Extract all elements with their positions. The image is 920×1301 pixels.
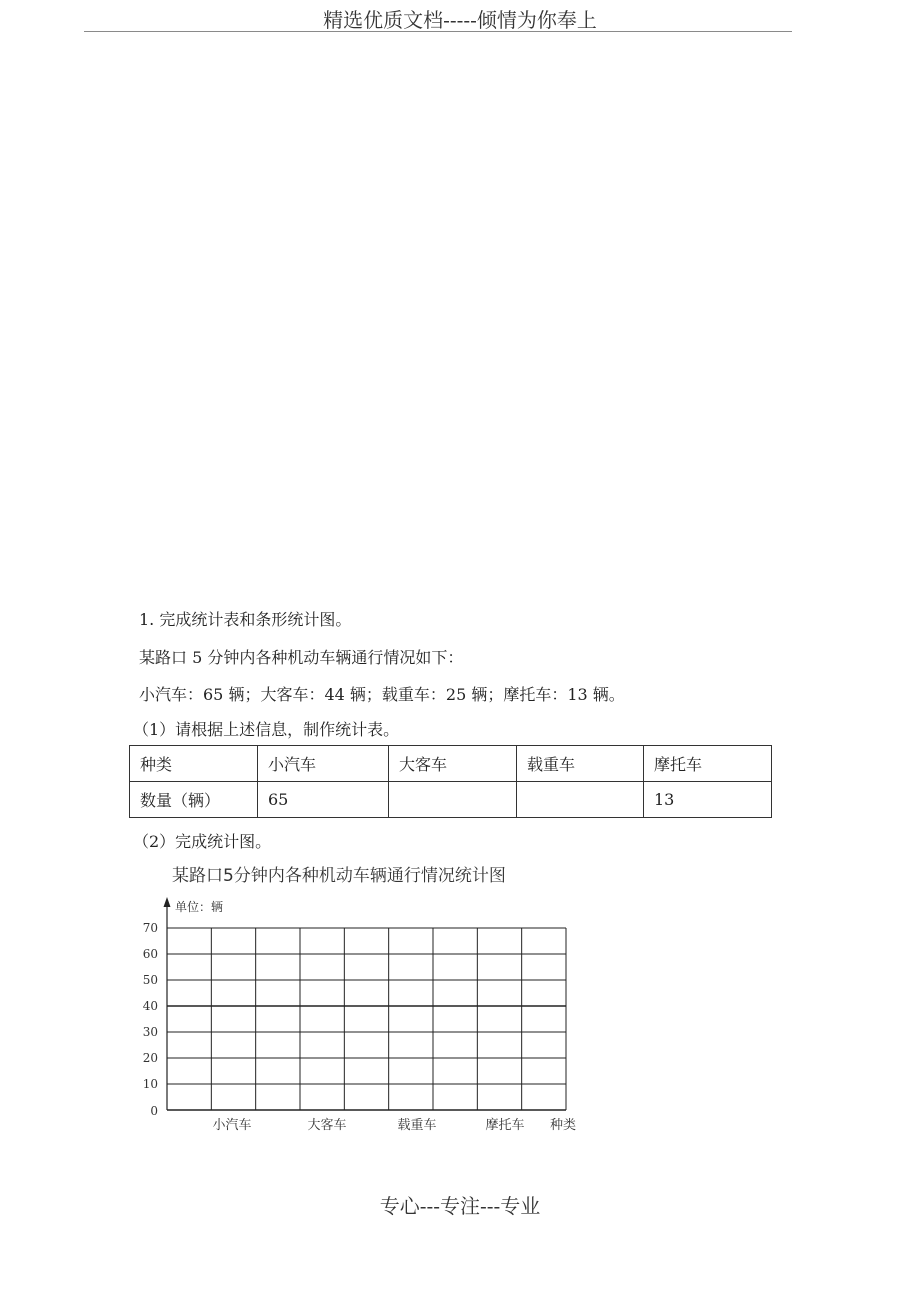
y-axis-label: 单位：辆 (175, 900, 224, 914)
page-footer: 专心---专注---专业 (379, 1194, 541, 1218)
chart-y-ticks (143, 921, 158, 1118)
y-axis-arrow (164, 897, 171, 907)
chart-grid (167, 928, 566, 1110)
x-axis-label: 种类 (550, 1118, 577, 1133)
chart-axes (164, 897, 567, 1110)
table-cell: 大客车 (389, 746, 517, 782)
table-cell: 数量（辆） (130, 782, 258, 818)
y-tick-label: 20 (142, 1051, 158, 1065)
chart-title: 某路口5分钟内各种机动车辆通行情况统计图 (172, 866, 506, 886)
x-tick-label: 小汽车 (212, 1118, 252, 1133)
y-tick-label: 10 (142, 1077, 158, 1091)
y-tick-label: 30 (142, 1025, 158, 1039)
question-heading: 1. 完成统计表和条形统计图。 (139, 610, 352, 629)
table-cell: 载重车 (517, 746, 644, 782)
table-cell: 种类 (130, 746, 258, 782)
y-tick-label: 40 (142, 999, 158, 1013)
question-data-line: 小汽车：65 辆；大客车：44 辆；载重车：25 辆；摩托车：13 辆。 (139, 685, 625, 704)
y-tick-label: 0 (150, 1104, 158, 1118)
y-tick-label: 50 (142, 973, 158, 987)
table-cell: 小汽车 (258, 746, 389, 782)
table-cell: 13 (644, 782, 772, 818)
x-tick-label: 大客车 (307, 1118, 347, 1133)
chart-x-ticks (212, 1117, 524, 1133)
question-part-1: （1）请根据上述信息，制作统计表。 (133, 720, 400, 739)
x-tick-label: 摩托车 (485, 1118, 525, 1133)
question-intro: 某路口 5 分钟内各种机动车辆通行情况如下： (139, 648, 464, 667)
table-cell: 摩托车 (644, 746, 772, 782)
table-cell: 65 (258, 782, 389, 818)
y-tick-label: 60 (142, 947, 158, 961)
page-header-title: 精选优质文档-----倾情为你奉上 (323, 8, 597, 32)
x-tick-label: 载重车 (397, 1118, 437, 1133)
y-tick-label: 70 (142, 921, 158, 935)
question-part-2: （2）完成统计图。 (133, 832, 272, 851)
